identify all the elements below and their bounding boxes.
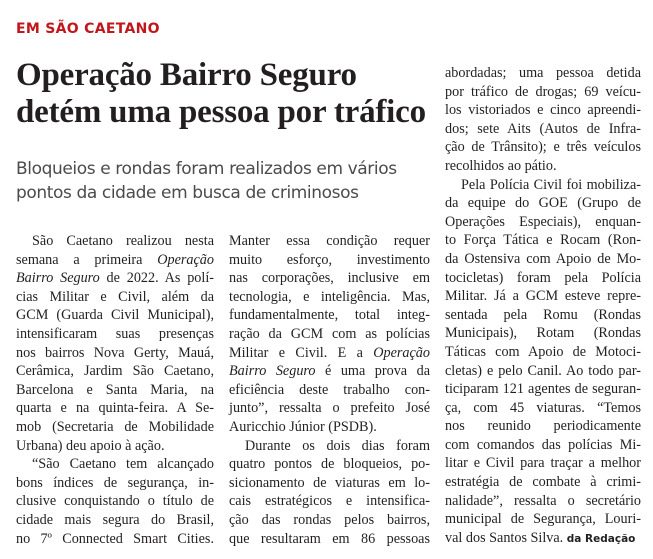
body-text-line: GCM (Guarda Civil Municipal), (16, 307, 214, 324)
body-text-line: cidade mais segura do Brasil, (16, 511, 214, 528)
body-text-line: Militar. Já a GCM esteve repre- (445, 288, 641, 305)
body-text-line: da equipe do GOE (Grupo de (445, 195, 641, 212)
text-run: semana a primeira (16, 251, 158, 268)
headline-line: detém uma pessoa por tráfico (16, 94, 426, 130)
emphasis-text: Bairro Seguro (229, 363, 316, 380)
body-text-line: dos; sete Aits (Autos de Infra- (445, 120, 641, 137)
body-text-line: to Força Tática e Rocam (Ron- (445, 232, 641, 249)
body-text-line: quarta e na quinta-feira. A Se- (16, 400, 214, 417)
body-text-line: ção de Trânsito); e três veículos (445, 139, 641, 156)
emphasis-text: Bairro Seguro (16, 270, 100, 287)
body-text-line: Pela Polícia Civil foi mobiliza- (461, 176, 641, 193)
article-column-3 (445, 64, 641, 547)
body-text-line (229, 344, 430, 363)
emphasis-text: Operação (373, 344, 430, 361)
body-text-line: abordadas; uma pessoa detida (445, 65, 641, 81)
body-text-line: bons índices de segurança, in- (16, 474, 214, 491)
headline (16, 57, 436, 131)
body-text-line: Municipais), Rotam (Rondas (445, 325, 641, 342)
body-text-line: cais estratégicos e intensifica- (229, 493, 430, 510)
text-run: de 2022. As polí- (99, 270, 214, 287)
article-column-2 (229, 232, 430, 548)
body-text-line: mob (Secretaria de Mobilidade (16, 418, 214, 435)
body-text-line: Táticas com Apoio de Motoci- (445, 343, 641, 360)
body-text-line (16, 251, 214, 270)
subheadline (16, 157, 436, 205)
body-text-line: ça, com 45 viaturas. “Temos (445, 399, 641, 416)
article-column-1 (16, 232, 214, 548)
text-run: é uma prova da (315, 363, 430, 380)
body-text-line: junto”, ressalta o prefeito José (229, 400, 430, 417)
body-text-line: cletas) e pelo Canil. Ao todo par- (445, 362, 641, 379)
body-text-line: sentada pela Romu (Rondas (445, 306, 641, 323)
body-text-line: municipal de Segurança, Louri- (445, 511, 641, 528)
body-text-line: nalidade”, ressalta o secretário (445, 492, 641, 509)
subheadline-line: pontos da cidade em busca de criminosos (16, 183, 359, 203)
text-run: val dos Santos Silva. (445, 529, 567, 546)
section-tag: EM SÃO CAETANO (16, 21, 160, 37)
body-text-line: da Ostensiva com Apoio de Mo- (445, 250, 641, 267)
body-text-line: Durante os dois dias foram (245, 437, 430, 454)
body-text-line (445, 529, 641, 548)
body-text-line: litar e Civil para traçar a melhor (445, 455, 641, 472)
byline: da Redação (566, 532, 636, 545)
body-text-line: clusive conquistando o título de (16, 493, 214, 510)
body-text-line: nos reunido periodicamente (445, 418, 641, 435)
body-text-line: tecnologia, e inteligência. Mas, (229, 288, 430, 305)
subheadline-line: Bloqueios e rondas foram realizados em vários (16, 159, 397, 179)
body-text-line: por tráfico de drogas; 69 veícu- (445, 83, 641, 100)
body-text-line (229, 362, 430, 381)
body-text-line: Operações Especiais), enquan- (445, 213, 641, 230)
body-text-line: fundamentalmente, total integ- (229, 307, 430, 324)
headline-line: Operação Bairro Seguro (16, 57, 357, 93)
body-text-line: Urbana) deu apoio à ação. (16, 437, 165, 454)
body-text-line: ração da GCM com as polícias (229, 325, 430, 342)
body-text-line: com comandos das polícias Mi- (445, 436, 641, 453)
body-text-line: no 7º Connected Smart Cities. (16, 530, 214, 547)
body-text-line: Cerâmica, Jardim São Caetano, (16, 363, 214, 380)
body-text-line: sicionamento de viaturas em lo- (229, 474, 430, 491)
body-text-line: Barcelona e Santa Maria, na (16, 381, 214, 398)
emphasis-text: Operação (157, 251, 214, 268)
body-text-line: nas corporações, inclusive em (229, 270, 430, 287)
body-text-line: los vistoriados e cinco apreendi- (445, 102, 641, 119)
body-text-line: Auricchio Júnior (PSDB). (229, 418, 377, 435)
body-text-line: tocicletas) foram pela Polícia (445, 269, 641, 286)
body-text-line (16, 269, 214, 288)
body-text-line: estratégia de combate à crimi- (445, 474, 641, 491)
text-run: Militar e Civil. E a (229, 344, 374, 361)
body-text-line: intensificaram suas presenças (16, 325, 214, 342)
body-text-line: recolhidos ao pátio. (445, 157, 557, 174)
body-text-line: ção das rondas pelos bairros, (229, 511, 430, 528)
body-text-line: “São Caetano tem alcançado (32, 456, 214, 473)
body-text-line: ticiparam 121 agentes de seguran- (445, 381, 641, 398)
body-text-line: cias Militar e Civil, além da (16, 288, 214, 305)
body-text-line: muito esforço, investimento (229, 251, 430, 268)
body-text-line: quatro pontos de bloqueios, po- (229, 456, 430, 473)
body-text-line: Manter essa condição requer (229, 233, 430, 249)
body-text-line: eficiência deste trabalho con- (229, 381, 430, 398)
body-text-line: nos bairros Nova Gerty, Mauá, (16, 344, 214, 361)
body-text-line: São Caetano realizou nesta (32, 233, 214, 249)
body-text-line: que resultaram em 86 pessoas (229, 530, 430, 547)
